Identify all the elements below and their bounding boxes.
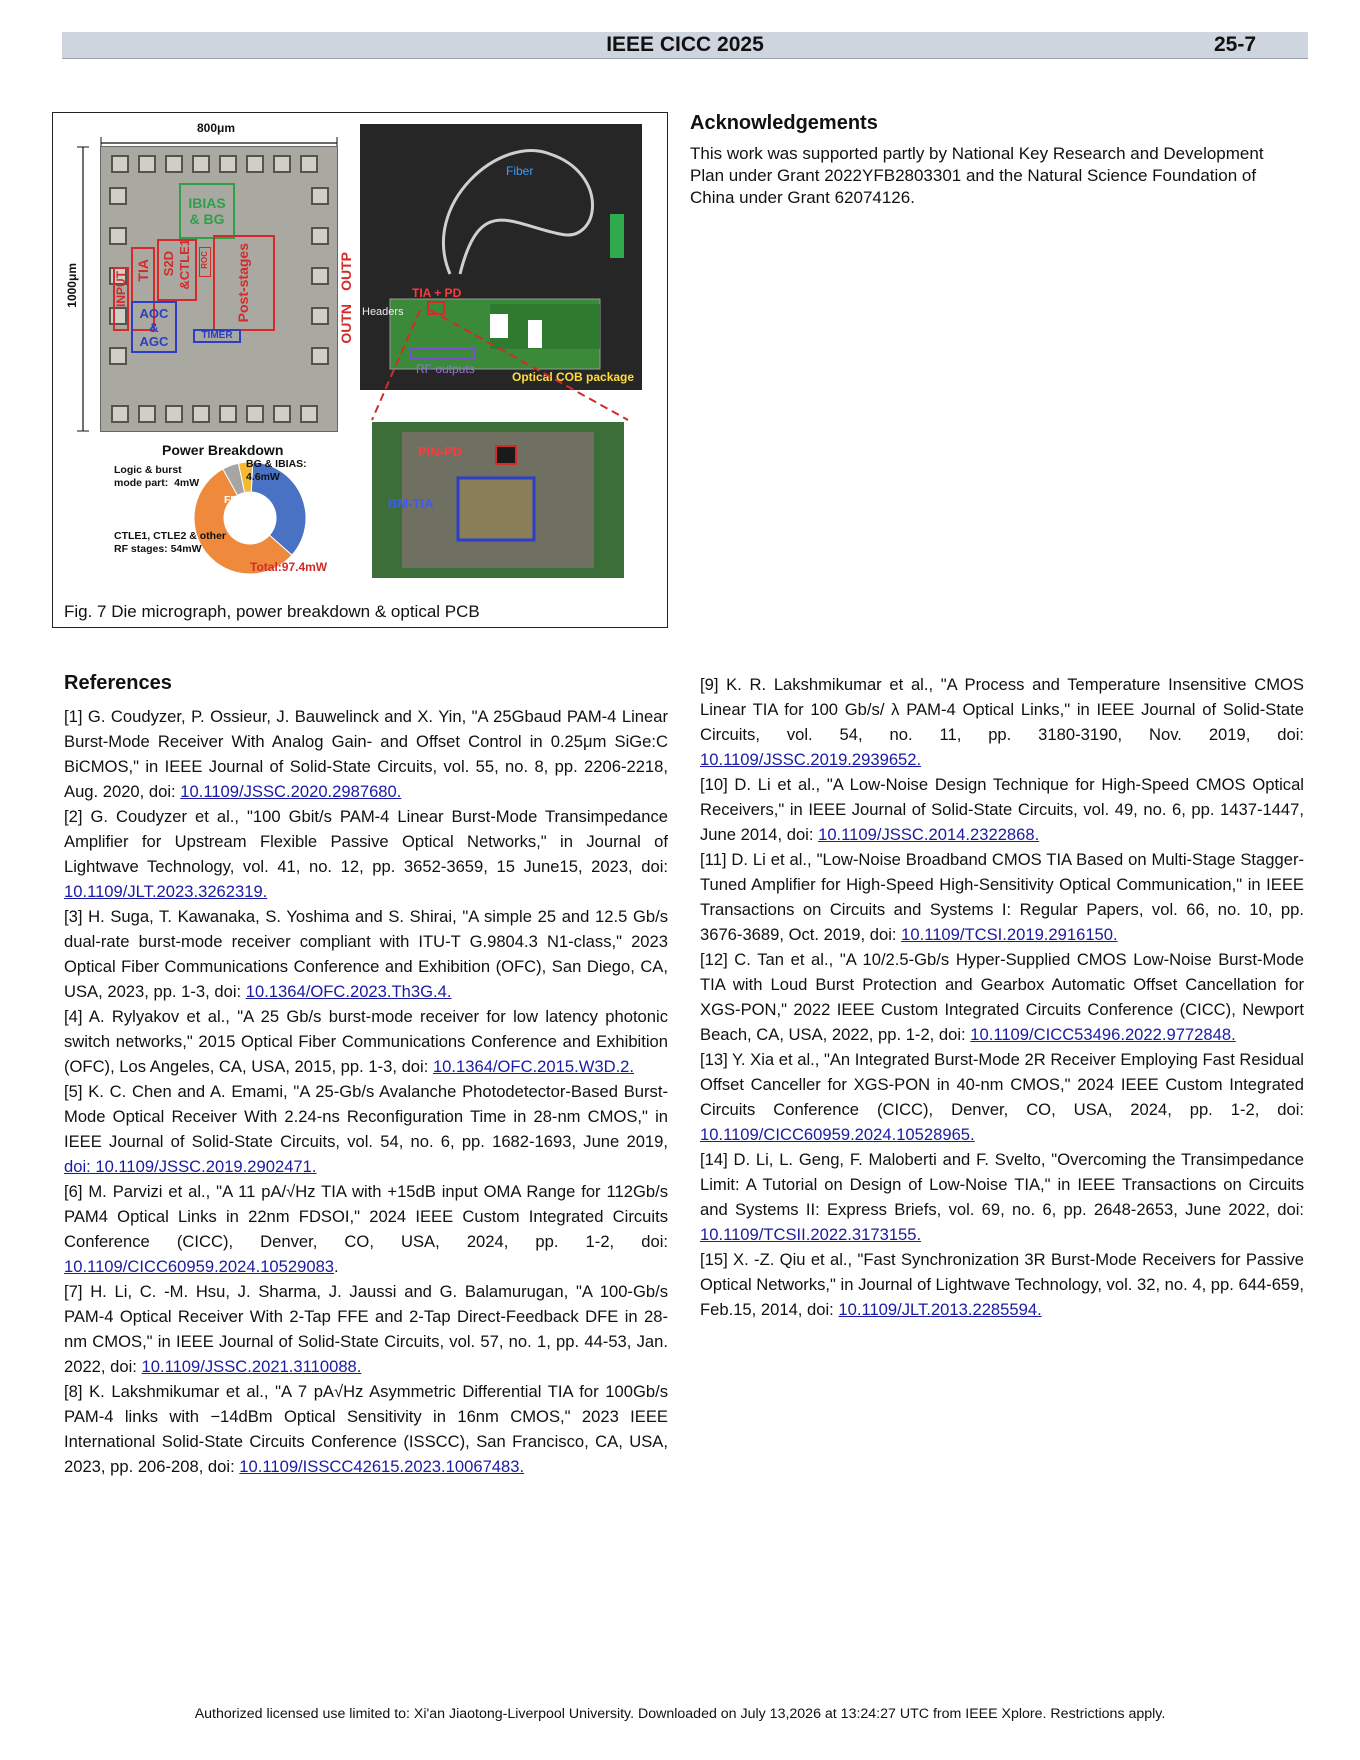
doi-link[interactable]: 10.1364/OFC.2015.W3D.2. bbox=[432, 1057, 635, 1076]
reference-text: [12] C. Tan et al., "A 10/2.5-Gb/s Hyper-Supplied CMOS Low-Noise Burst-Mode TIA with Loud Burst Protection and Gearbox Automatic Offset Cancellation for XGS-PON," 2022 IEEE Custom Integrated Circuits Conference (CICC), Newport Beach, CA, USA, 2022, pp. 1-2, doi: bbox=[700, 950, 1304, 1044]
bond-pad bbox=[192, 155, 210, 173]
reference-item bbox=[700, 1147, 1304, 1247]
reference-item bbox=[64, 804, 668, 904]
doi-link[interactable]: 10.1109/ISSCC42615.2023.10067483. bbox=[239, 1457, 525, 1476]
bond-pad bbox=[273, 155, 291, 173]
conference-title: IEEE CICC 2025 bbox=[606, 33, 764, 56]
reference-suffix: . bbox=[334, 1257, 339, 1276]
s2d-label: S2D bbox=[161, 251, 176, 277]
bond-pad bbox=[273, 405, 291, 423]
bg-label: & BG bbox=[189, 211, 225, 227]
reference-text: [11] D. Li et al., "Low-Noise Broadband CMOS TIA Based on Multi-Stage Stagger-Tuned Amplifier for High-Speed High-Sensitivity Optical Communication," in IEEE Transactions on Circuits and Systems I: Regular Papers, vol. 66, no. 10, pp. 3676-3689, Oct. 2019, doi: bbox=[700, 850, 1304, 944]
reference-text: [2] G. Coudyzer et al., "100 Gbit/s PAM-4 Linear Burst-Mode Transimpedance Amplifier for Upstream Flexible Passive Optical Networks," in Journal of Lightwave Technology, vol. 41, no. 12, pp. 3652-3659, 15 June15, 2023, doi: bbox=[64, 807, 668, 876]
reference-item bbox=[64, 704, 668, 804]
figure-caption: Fig. 7 Die micrograph, power breakdown & optical PCB bbox=[64, 602, 480, 621]
doi-link[interactable]: doi: 10.1109/JSSC.2019.2902471. bbox=[64, 1157, 317, 1176]
reference-text: [1] G. Coudyzer, P. Ossieur, J. Bauwelinck and X. Yin, "A 25Gbaud PAM-4 Linear Burst-Mode Receiver With Analog Gain- and Offset Control in 0.25μm SiGe:C BiCMOS," in IEEE Journal of Solid-State Circuits, vol. 55, no. 8, pp. 2206-2218, Aug. 2020, doi: bbox=[64, 707, 668, 801]
reference-text: [4] A. Rylyakov et al., "A 25 Gb/s burst-mode receiver for low latency photonic switch networks," 2015 Optical Fiber Communications Conference and Exhibition (OFC), Los Angeles, CA, USA, 2015, pp. 1-3, doi: bbox=[64, 1007, 668, 1076]
bond-pad bbox=[109, 187, 127, 205]
license-footer: Authorized licensed use limited to: Xi'an Jiaotong-Liverpool University. Downloaded on July 13,2026 at 13:24:27 UTC from IEEE Xplore. Restrictions apply. bbox=[194, 1706, 1166, 1722]
reference-item bbox=[700, 847, 1304, 947]
headers-label: Headers bbox=[362, 306, 404, 318]
bond-pad bbox=[311, 267, 329, 285]
bond-pad bbox=[219, 155, 237, 173]
bond-pad bbox=[311, 347, 329, 365]
input-label: INPUT bbox=[114, 271, 128, 307]
doi-link[interactable]: 10.1364/OFC.2023.Th3G.4. bbox=[245, 982, 452, 1001]
bond-pad bbox=[165, 155, 183, 173]
reference-item bbox=[700, 1247, 1304, 1322]
bond-pad bbox=[138, 155, 156, 173]
page-header bbox=[62, 32, 1308, 59]
reference-text: [9] K. R. Lakshmikumar et al., "A Process and Temperature Insensitive CMOS Linear TIA for 100 Gb/s/ λ PAM-4 Optical Links," in IEEE Journal of Solid-State Circuits, vol. 54, no. 11, pp. 3180-3190, Nov. 2019, doi: bbox=[700, 675, 1304, 744]
roc-label: ROC bbox=[200, 251, 209, 269]
power-breakdown-title: Power Breakdown bbox=[162, 442, 284, 458]
bond-pad bbox=[311, 227, 329, 245]
agc-label: AGC bbox=[139, 334, 169, 349]
bond-pad bbox=[246, 155, 264, 173]
die-height-label: 1000μm bbox=[65, 263, 79, 308]
aoc-label: AOC bbox=[139, 306, 169, 321]
bond-pad bbox=[109, 227, 127, 245]
outp-label: OUTP bbox=[338, 252, 354, 291]
reference-text: [7] H. Li, C. -M. Hsu, J. Sharma, J. Jaussi and G. Balamurugan, "A 100-Gb/s PAM-4 Optical Receiver With 2-Tap FFE and 2-Tap Direct-Feedback DFE in 28-nm CMOS," in IEEE Journal of Solid-State Circuits, vol. 57, no. 1, pp. 44-53, Jan. 2022, doi: bbox=[64, 1282, 668, 1376]
reference-item bbox=[700, 672, 1304, 772]
die-micrograph bbox=[100, 146, 338, 432]
block-aoc-agc bbox=[131, 301, 177, 353]
doi-link[interactable]: 10.1109/CICC60959.2024.10529083 bbox=[64, 1257, 335, 1276]
fiber-label: Fiber bbox=[506, 164, 534, 178]
acknowledgements-title: Acknowledgements bbox=[690, 112, 878, 134]
reference-text: [8] K. Lakshmikumar et al., "A 7 pA√Hz Asymmetric Differential TIA for 100Gb/s PAM-4 links with −14dBm Optical Sensitivity in 16nm CMOS," 2023 IEEE International Solid-State Circuits Conference (ISSCC), San Francisco, CA, USA, 2023, pp. 206-208, doi: bbox=[64, 1382, 668, 1476]
doi-link[interactable]: 10.1109/TCSI.2019.2916150. bbox=[901, 925, 1118, 944]
doi-link[interactable]: 10.1109/JSSC.2021.3110088. bbox=[141, 1357, 362, 1376]
paper-number: 25-7 bbox=[1213, 33, 1256, 56]
aoc-amp-label: & bbox=[149, 320, 159, 335]
fe-tia-label: FE-TIA: 34.8mW bbox=[224, 494, 264, 519]
bond-pad bbox=[311, 307, 329, 325]
reference-text: [13] Y. Xia et al., "An Integrated Burst-Mode 2R Receiver Employing Fast Residual Offset Canceller for XGS-PON in 40-nm CMOS," 2024 IEEE Custom Integrated Circuits Conference (CICC), Denver, CO, USA, 2024, pp. 1-2, doi: bbox=[700, 1050, 1304, 1119]
ctle1-label: &CTLE1 bbox=[177, 239, 192, 290]
doi-link[interactable]: 10.1109/CICC53496.2022.9772848. bbox=[970, 1025, 1236, 1044]
reference-item bbox=[64, 1179, 668, 1279]
bond-pad bbox=[300, 155, 318, 173]
acknowledgements-text: This work was supported partly by National Key Research and Development Plan under Grant 2022YFB2803301 and the Natural Science Foundation of China under Grant 62074126. bbox=[690, 144, 1264, 207]
reference-text: [15] X. -Z. Qiu et al., "Fast Synchronization 3R Burst-Mode Receivers for Passive Optical Networks," in Journal of Lightwave Technology, vol. 32, no. 4, pp. 644-659, Feb.15, 2014, doi: bbox=[700, 1250, 1304, 1319]
reference-item bbox=[700, 947, 1304, 1047]
doi-link[interactable]: 10.1109/JSSC.2020.2987680. bbox=[180, 782, 402, 801]
bond-pad bbox=[311, 187, 329, 205]
doi-link[interactable]: 10.1109/JSSC.2019.2939652. bbox=[700, 750, 922, 769]
reference-text: [14] D. Li, L. Geng, F. Maloberti and F. Svelto, "Overcoming the Transimpedance Limit: A Tutorial on Design of Low-Noise TIA," in IEEE Transactions on Circuits and Systems II: Express Briefs, vol. 69, no. 6, pp. 2648-2653, June 2022, doi: bbox=[700, 1150, 1304, 1219]
doi-link[interactable]: 10.1109/JSSC.2014.2322868. bbox=[818, 825, 1040, 844]
block-timer: TIMER bbox=[193, 329, 241, 343]
rf-stages-label: CTLE1, CTLE2 & other RF stages: 54mW bbox=[114, 530, 227, 555]
bond-pad bbox=[192, 405, 210, 423]
references-title: References bbox=[64, 672, 172, 694]
references-left-column bbox=[64, 704, 668, 1479]
reference-item bbox=[700, 772, 1304, 847]
bm-tia-label: BM-TIA bbox=[388, 496, 434, 511]
post-stages-label: Post-stages bbox=[235, 243, 251, 323]
bg-ibias-label: BG & IBIAS: 4.6mW bbox=[246, 458, 307, 483]
ibias-label: IBIAS bbox=[188, 195, 226, 211]
reference-text: [6] M. Parvizi et al., "A 11 pA/√Hz TIA with +15dB input OMA Range for 112Gb/s PAM4 Optical Links in 22nm FDSOI," 2024 IEEE Custom Integrated Circuits Conference (CICC), Denver, CO, USA, 2024, pp. 1-2, doi: bbox=[64, 1182, 668, 1251]
pin-pd-label: PIN-PD bbox=[418, 444, 463, 459]
reference-item bbox=[64, 904, 668, 1004]
tia-pd-label: TIA + PD bbox=[412, 286, 462, 300]
reference-item bbox=[700, 1047, 1304, 1147]
bond-pad bbox=[109, 347, 127, 365]
doi-link[interactable]: 10.1109/TCSII.2022.3173155. bbox=[700, 1225, 922, 1244]
reference-item bbox=[64, 1004, 668, 1079]
package-label: Optical COB package bbox=[512, 370, 635, 384]
outn-label: OUTN bbox=[338, 304, 354, 344]
reference-text: [3] H. Suga, T. Kawanaka, S. Yoshima and S. Shirai, "A simple 25 and 12.5 Gb/s dual-rate burst-mode receiver compliant with ITU-T G.9804.3 N1-class," 2023 Optical Fiber Communications Conference and Exhibition (OFC), San Diego, CA, USA, 2023, pp. 1-3, doi: bbox=[64, 907, 668, 1001]
block-ibias-bg bbox=[179, 183, 235, 239]
doi-link[interactable]: 10.1109/CICC60959.2024.10528965. bbox=[700, 1125, 975, 1144]
tia-label: TIA bbox=[135, 259, 151, 282]
rf-outputs-label: RF outputs bbox=[416, 362, 475, 376]
reference-text: [10] D. Li et al., "A Low-Noise Design Technique for High-Speed CMOS Optical Receivers," in IEEE Journal of Solid-State Circuits, vol. 49, no. 6, pp. 1437-1447, June 2014, doi: bbox=[700, 775, 1304, 844]
total-label: Total:97.4mW bbox=[250, 560, 328, 574]
reference-text: [5] K. C. Chen and A. Emami, "A 25-Gb/s Avalanche Photodetector-Based Burst-Mode Optical Receiver With 2.24-ns Reconfiguration Time in 28-nm CMOS," in IEEE Journal of Solid-State Circuits, vol. 54, no. 6, pp. 1682-1693, June 2019, bbox=[64, 1082, 668, 1151]
doi-link[interactable]: 10.1109/JLT.2023.3262319. bbox=[64, 882, 268, 901]
bond-pad bbox=[138, 405, 156, 423]
doi-link[interactable]: 10.1109/JLT.2013.2285594. bbox=[838, 1300, 1042, 1319]
bond-pad bbox=[111, 405, 129, 423]
bond-pad bbox=[165, 405, 183, 423]
logic-label: Logic & burst mode part: 4mW bbox=[114, 464, 200, 489]
bond-pad bbox=[246, 405, 264, 423]
reference-item bbox=[64, 1079, 668, 1179]
zoom-lines bbox=[360, 300, 650, 430]
references-right-column bbox=[700, 672, 1304, 1322]
bond-pad bbox=[111, 155, 129, 173]
cob-closeup-photo bbox=[372, 422, 624, 578]
reference-item bbox=[64, 1379, 668, 1479]
bond-pad bbox=[219, 405, 237, 423]
reference-item bbox=[64, 1279, 668, 1379]
bond-pad bbox=[300, 405, 318, 423]
die-width-label: 800μm bbox=[197, 121, 236, 135]
